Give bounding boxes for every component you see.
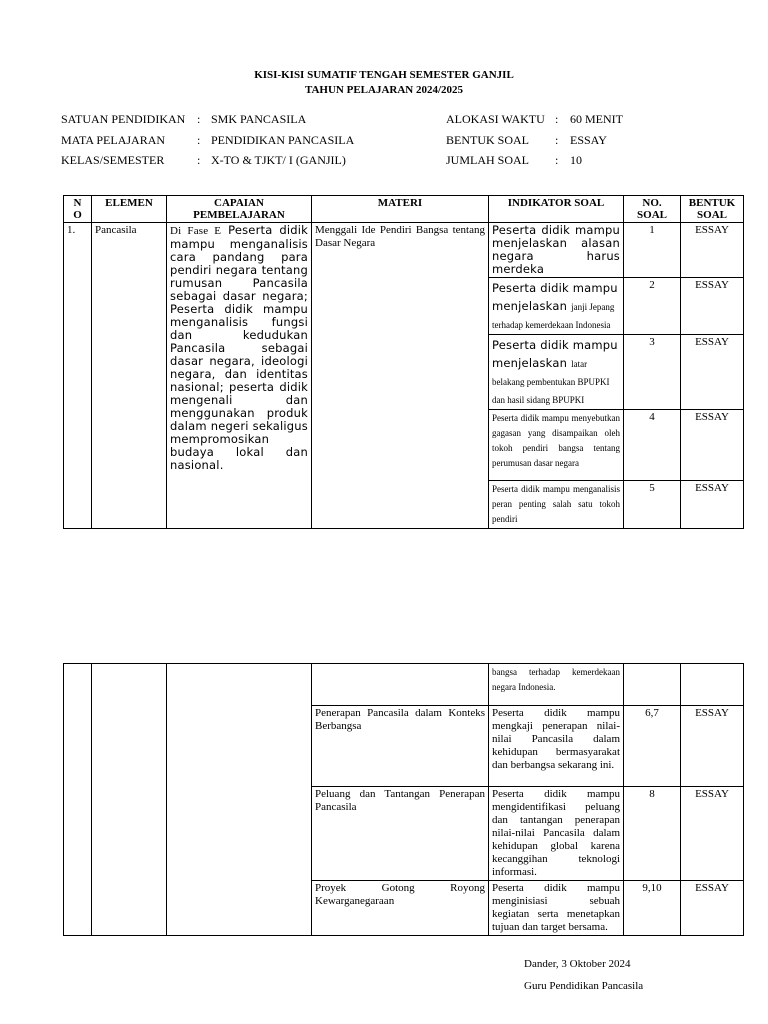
info-label-bentuk: BENTUK SOAL: [446, 133, 529, 147]
materi-cell: Peluang dan Tantangan Penerapan Pancasila: [312, 787, 489, 881]
bentuk-cell: ESSAY: [681, 278, 744, 335]
indikator-text: Peserta didik mampu menjelaskan alasan negara harus merdeka: [492, 223, 620, 276]
no-soal-cell: 9,10: [624, 881, 681, 936]
materi-cell: Penerapan Pancasila dalam Konteks Berbangsa: [312, 706, 489, 787]
info-sep: :: [555, 133, 559, 147]
table-row: [64, 223, 744, 278]
bentuk-cell: ESSAY: [681, 223, 744, 278]
indikator-cell: Peserta didik mampu menyebutkan gagasan yang disampaikan oleh tokoh pendiri bangsa tentang perumusan dasar negara: [489, 410, 624, 481]
info-value-satuan: SMK PANCASILA: [211, 112, 307, 126]
bentuk-cell: ESSAY: [681, 881, 744, 936]
info-sep: :: [555, 153, 559, 167]
capaian-text: Peserta didik mampu menganalisis cara pandang para pendiri negara tentang rumusan Pancasila sebagai dasar negara; Peserta didik mampu menganalisis fungsi dan kedudukan Pancasila sebagai dasar negara, ideologi negara, dan identitas nasional; peserta didik mengenali dan menggunakan produk dalam negeri sekaligus mempromosikan budaya lokal dan nasional.: [170, 223, 308, 472]
bentuk-cell: ESSAY: [681, 481, 744, 529]
empty-cell: [681, 664, 744, 706]
info-value-kelas: X-TO & TJKT/ I (GANJIL): [211, 153, 346, 167]
header-bentuk: BENTUK SOAL: [681, 196, 744, 223]
no-soal-cell: 5: [624, 481, 681, 529]
kisi-table-page-1: [63, 195, 744, 529]
no-soal-cell: 8: [624, 787, 681, 881]
header-capaian: CAPAIAN PEMBELAJARAN: [167, 196, 312, 223]
bentuk-cell: ESSAY: [681, 787, 744, 881]
document-title: KISI-KISI SUMATIF TENGAH SEMESTER GANJIL: [254, 69, 514, 81]
header-materi: MATERI: [312, 196, 489, 223]
indikator-cell: [489, 278, 624, 335]
indikator-text: Peserta didik mampu menjelaskan: [492, 338, 618, 370]
no-soal-cell: 2: [624, 278, 681, 335]
info-sep: :: [197, 112, 201, 126]
capaian-prefix: Di Fase E: [170, 225, 222, 237]
bentuk-cell: ESSAY: [681, 706, 744, 787]
materi-cell: Proyek Gotong Royong Kewarganegaraan: [312, 881, 489, 936]
indikator-text: Peserta didik mampu menjelaskan: [492, 281, 618, 313]
indikator-text-small: janji Jepang terhadap kemerdekaan Indonesia: [492, 302, 615, 330]
signature-place-date: Dander, 3 Oktober 2024: [524, 958, 631, 970]
indikator-cell: [489, 223, 624, 278]
info-label-kelas: KELAS/SEMESTER: [61, 153, 165, 167]
info-label-alokasi: ALOKASI WAKTU: [446, 112, 545, 126]
info-value-alokasi: 60 MENIT: [570, 112, 623, 126]
no-soal-cell: 1: [624, 223, 681, 278]
capaian-cell: [167, 223, 312, 529]
empty-cell: [64, 664, 92, 936]
indikator-cell: Peserta didik mampu menganalisis peran penting salah satu tokoh pendiri: [489, 481, 624, 529]
info-value-bentuk: ESSAY: [570, 133, 607, 147]
info-label-mapel: MATA PELAJARAN: [61, 133, 166, 147]
info-sep: :: [555, 112, 559, 126]
elemen-cell: Pancasila: [92, 223, 167, 529]
empty-cell: [167, 664, 312, 936]
row-number: 1.: [64, 223, 92, 529]
bentuk-cell: ESSAY: [681, 410, 744, 481]
kisi-table-page-2: [63, 663, 744, 936]
no-soal-cell: 6,7: [624, 706, 681, 787]
header-no: N O: [64, 196, 92, 223]
indikator-text-small: latar belakang pembentukan BPUPKI dan hasil sidang BPUPKI: [492, 359, 610, 405]
signature-role: Guru Pendidikan Pancasila: [524, 980, 644, 992]
table-header-row: [64, 196, 744, 223]
indikator-cell: Peserta didik mampu mengkaji penerapan nilai-nilai Pancasila dalam kehidupan bermasyarakat dan berbangsa sekarang ini.: [489, 706, 624, 787]
info-value-mapel: PENDIDIKAN PANCASILA: [211, 133, 355, 147]
info-sep: :: [197, 133, 201, 147]
header-indikator: INDIKATOR SOAL: [489, 196, 624, 223]
header-elemen: ELEMEN: [92, 196, 167, 223]
indikator-continuation: bangsa terhadap kemerdekaan negara Indonesia.: [489, 664, 624, 706]
bentuk-cell: ESSAY: [681, 335, 744, 410]
info-value-jumlah: 10: [570, 153, 582, 167]
no-soal-cell: 4: [624, 410, 681, 481]
info-sep: :: [197, 153, 201, 167]
empty-cell: [92, 664, 167, 936]
empty-cell: [624, 664, 681, 706]
header-no-soal: NO. SOAL: [624, 196, 681, 223]
indikator-cell: Peserta didik mampu mengidentifikasi peluang dan tantangan penerapan nilai-nilai Pancasila dalam kehidupan global karena kecanggihan teknologi informasi.: [489, 787, 624, 881]
materi-cell: Menggali Ide Pendiri Bangsa tentang Dasar Negara: [312, 223, 489, 529]
empty-cell: [312, 664, 489, 706]
indikator-cell: [489, 335, 624, 410]
indikator-cell: Peserta didik mampu menginisiasi sebuah kegiatan serta menetapkan tujuan dan target bersama.: [489, 881, 624, 936]
table-row: [64, 664, 744, 706]
no-soal-cell: 3: [624, 335, 681, 410]
info-label-satuan: SATUAN PENDIDIKAN: [61, 112, 186, 126]
document-subtitle: TAHUN PELAJARAN 2024/2025: [304, 84, 464, 96]
info-label-jumlah: JUMLAH SOAL: [446, 153, 530, 167]
